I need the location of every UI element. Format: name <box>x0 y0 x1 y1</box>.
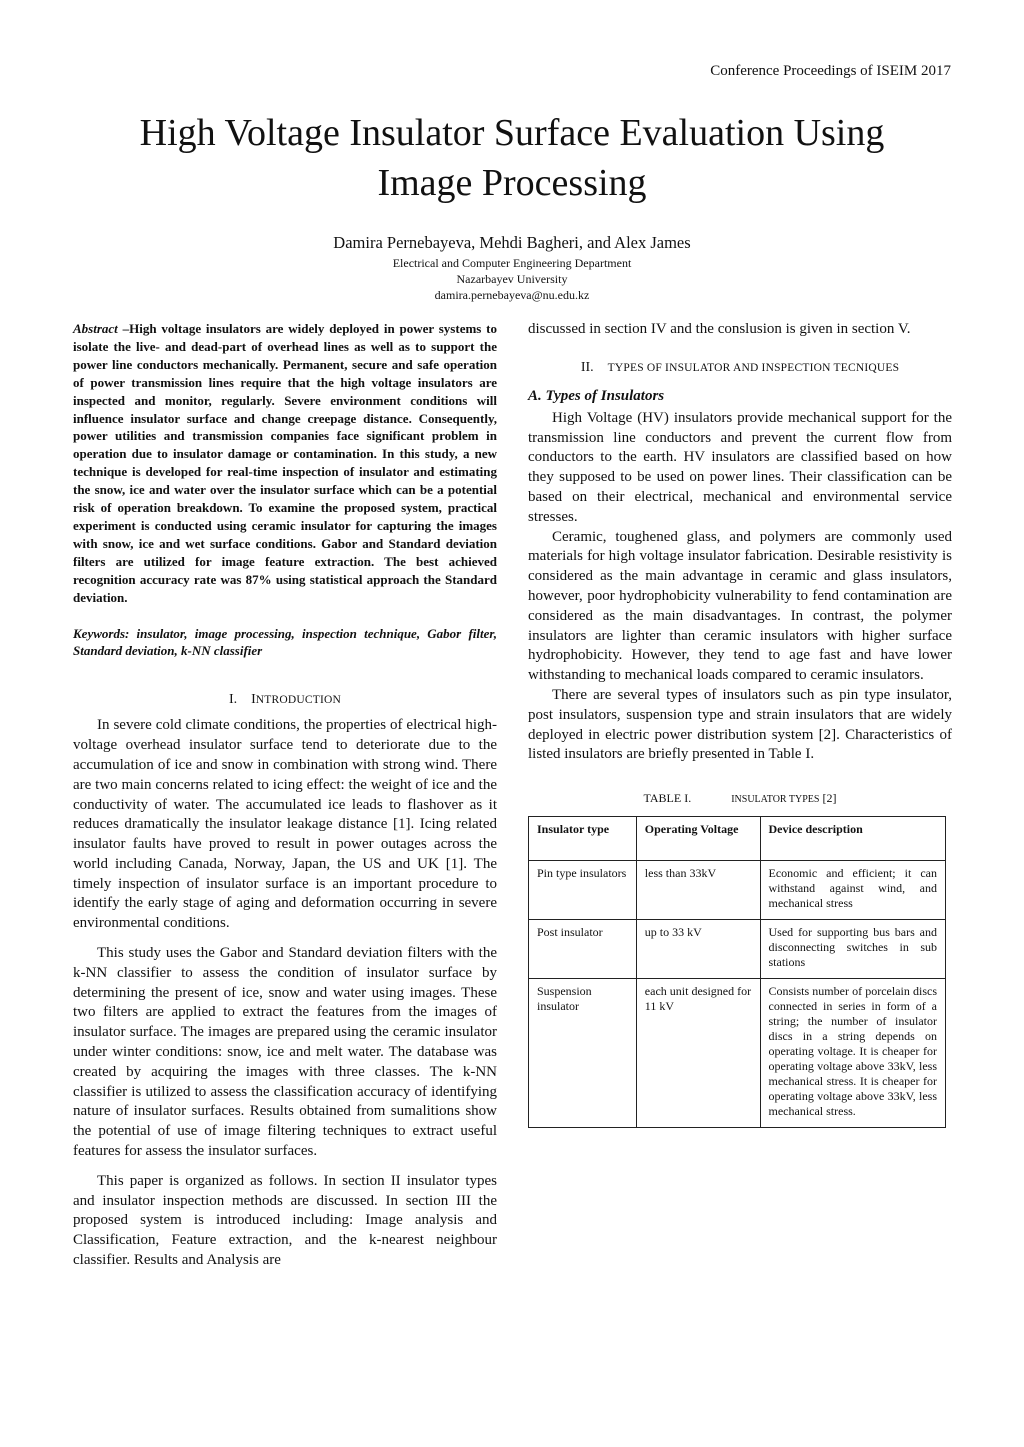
table-header-cell: Insulator type <box>529 817 637 861</box>
table-title: INSULATOR TYPES <box>731 794 820 806</box>
author-list: Damira Pernebayeva, Mehdi Bagheri, and Alex James <box>333 233 691 252</box>
table-cell: each unit designed for 11 kV <box>636 979 760 1128</box>
section-title: TYPES OF INSULATOR AND INSPECTION TECNIQUES <box>607 361 900 374</box>
table-cell: Suspension insulator <box>529 979 637 1128</box>
table-cell: Used for supporting bus bars and disconnecting switches in sub stations <box>760 920 946 979</box>
table-cell: up to 33 kV <box>636 920 760 979</box>
table-row <box>529 920 946 979</box>
table-row <box>529 979 946 1128</box>
section-number: I. <box>228 692 238 708</box>
section-number: II. <box>580 359 594 375</box>
table-ref: [2] <box>822 791 837 806</box>
affiliation-email: damira.pernebayeva@nu.edu.kz <box>434 288 590 302</box>
table-header-cell: Operating Voltage <box>636 817 760 861</box>
abstract-label: Abstract <box>73 321 118 336</box>
table-header-cell: Device description <box>760 817 946 861</box>
section-heading-introduction <box>73 692 497 708</box>
table-caption <box>528 791 952 806</box>
left-column <box>73 320 497 1271</box>
right-column <box>528 320 952 1128</box>
types-paragraph-2: Ceramic, toughened glass, and polymers are commonly used materials for high voltage insulator fabrication. Desirable resistivity is considered as the main advantage in ceramic and glass insulators, however, poor hydrophobicity vulnerability to fend contamination are considered as the main disadvantages. In contrast, the polymer insulators are lighter than ceramic insulators with higher surface hydrophobicity. However, they tend to age fast and have lower withstanding to mechanical loads compared to ceramic insulators. <box>528 528 952 684</box>
abstract-text: –High voltage insulators are widely deployed in power systems to isolate the live- and dead-part of overhead lines as well as to support the power line conductors mechanically. Permanent, secure and safe operation of power transmission lines require that the high voltage insulators are inspected and monitor, regularly. Severe environment conditions will influence insulator surface and change creepage distance. Consequently, power utilities and transmission companies face significant problem in operation due to insulator damage or contamination. In this study, a new technique is developed for real-time inspection of insulator and estimating the snow, ice and water over the insulator surface which can be a potential risk of operation breakdown. To examine the proposed system, practical experiment is conducted using ceramic insulator for capturing the images with snow, ice and wet surface conditions. Gabor and Standard deviation filters are utilized for image feature extraction. The best achieved recognition accuracy rate was 87% using statistical approach the Standard deviation. <box>73 321 498 605</box>
intro-paragraph-1: In severe cold climate conditions, the properties of electrical high-voltage overhead insulator surface tend to deteriorate due to the accumulation of ice and snow in combination with strong wind. There are two main concerns related to icing effect: the weight of ice and the conductivity of water. The accumulated ice leads to flashover as it reduces dramatically the insulator leakage distance [1]. Icing related insulator faults have proved to result in power outages across the world including Canada, Norway, Japan, the US and UK [1]. The timely inspection of insulator surface is an important procedure to identify the early stage of aging and deformation occurring in severe environmental conditions. <box>73 717 497 932</box>
table-header-row <box>529 817 946 861</box>
table-cell: Pin type insulators <box>529 861 637 920</box>
affiliation-university: Nazarbayev University <box>456 272 568 286</box>
table-cell: Economic and efficient; it can withstand against wind, and mechanical stress <box>760 861 946 920</box>
affiliation-department: Electrical and Computer Engineering Department <box>392 256 632 270</box>
conference-header: Conference Proceedings of ISEIM 2017 <box>710 63 951 79</box>
table-cell: Consists number of porcelain discs connected in series in form of a string; the number of insulator discs in a string depends on operating voltage. It is cheaper for operating voltage above 33kV, less mechanical stress. It is cheaper for operating voltage above 33kV, less mechanical stress. <box>760 979 946 1128</box>
intro-paragraph-2: This study uses the Gabor and Standard deviation filters with the k-NN classifier to assess the condition of insulator surface by determining the present of ice, snow and water using images. These two filters are applied to extract the features from the images of insulator surface. The images are prepared using the ceramic insulator under winter conditions: snow, ice and melt water. The database was created by acquiring the images with three classes. The k-NN classifier is utilized to assess the classification accuracy of identifying nature of insulator surfaces. Results obtained from sumalitions show the potential of use of image filtering techniques to extract useful features for assess the insulator surfaces. <box>73 945 497 1160</box>
intro-continuation: discussed in section IV and the conslusion is given in section V. <box>528 321 911 337</box>
table-row <box>529 861 946 920</box>
section-title-initial: I <box>251 692 256 708</box>
types-paragraph-1: High Voltage (HV) insulators provide mechanical support for the transmission line conductors and prevent the current flow from conductors to the earth. HV insulators are classified based on how they supposed to be used on power lines. Their classification can be based on their electrical, mechanical and environmental service stresses. <box>528 409 952 525</box>
title-line-1: High Voltage Insulator Surface Evaluation Using <box>139 112 885 154</box>
title-line-2: Image Processing <box>377 162 647 204</box>
paper-title <box>40 108 984 208</box>
table-cell: Post insulator <box>529 920 637 979</box>
section-title-rest: NTRODUCTION <box>255 694 342 707</box>
types-paragraph-3: There are several types of insulators such as pin type insulator, post insulators, suspension type and strain insulators that are widely deployed in electric power distribution system [2]. Characteristics of listed insulators are briefly presented in Table I. <box>528 686 952 763</box>
insulator-types-table <box>528 816 946 1128</box>
subsection-heading-types: A. Types of Insulators <box>528 387 665 404</box>
section-heading-types <box>528 360 952 376</box>
table-cell: less than 33kV <box>636 861 760 920</box>
abstract <box>73 320 497 607</box>
keywords: Keywords: insulator, image processing, inspection technique, Gabor filter, Standard deviation, k-NN classifier <box>73 625 497 659</box>
table-number: TABLE I. <box>643 791 692 806</box>
intro-paragraph-3: This paper is organized as follows. In section II insulator types and insulator inspection methods are discussed. In section III the proposed system is introduced including: Image analysis and Classification, Feature extraction, and the k-nearest neighbour classifier. Results and Analysis are <box>73 1172 497 1269</box>
